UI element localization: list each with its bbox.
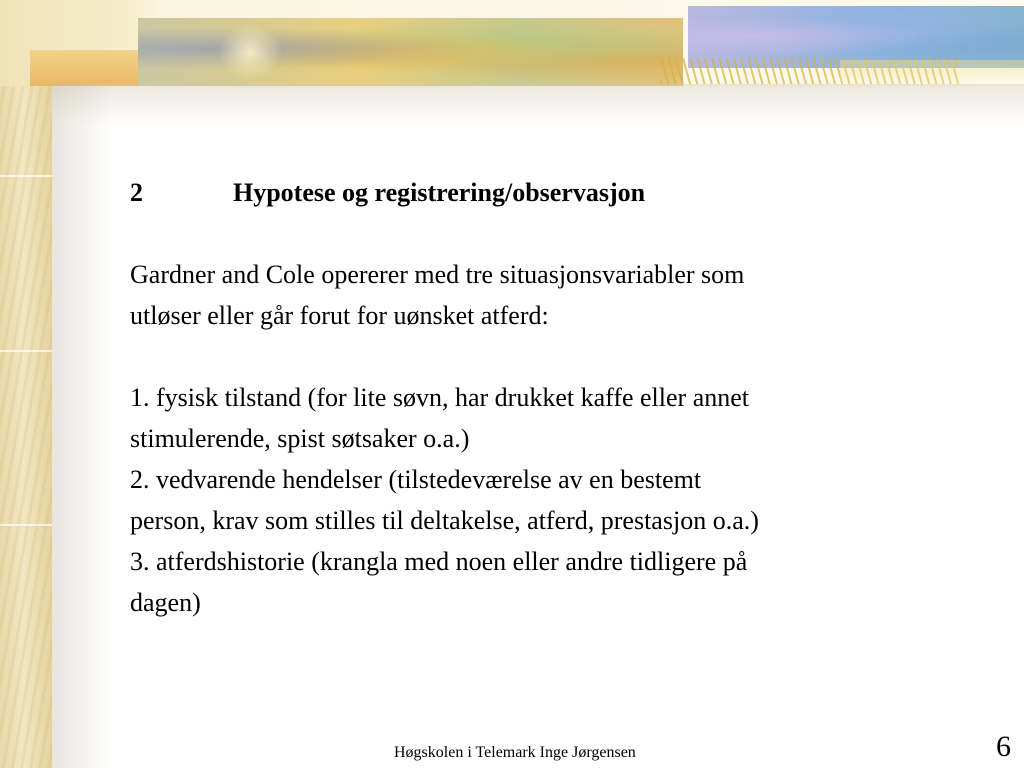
parchment-border	[0, 0, 52, 768]
panel-left-shadow	[52, 84, 112, 768]
page-number: 6	[996, 730, 1011, 763]
spacer	[130, 213, 990, 254]
slide-heading	[130, 172, 990, 213]
footer-text: Høgskolen i Telemark Inge Jørgensen	[394, 744, 636, 761]
heading-title: Hypotese og registrering/observasjon	[233, 178, 646, 207]
intro-line: utløser eller går forut for uønsket atferd:	[130, 301, 549, 330]
list-line: 3. atferdshistorie (krangla med noen eller andre tidligere på	[130, 547, 748, 576]
top-banner	[0, 0, 1024, 86]
variable-list	[130, 377, 990, 623]
border-seam	[0, 175, 52, 177]
border-seam	[0, 350, 52, 352]
list-line: person, krav som stilles til deltakelse, atferd, prestasjon o.a.)	[130, 506, 759, 535]
list-line: 2. vedvarende hendelser (tilstedeværelse av en bestemt	[130, 465, 702, 494]
list-line: 1. fysisk tilstand (for lite søvn, har drukket kaffe eller annet	[130, 383, 750, 412]
border-seam	[0, 524, 52, 526]
spacer	[130, 336, 990, 377]
intro-paragraph	[130, 254, 990, 336]
intro-line: Gardner and Cole opererer med tre situasjonsvariabler som	[130, 260, 745, 289]
list-line: stimulerende, spist søtsaker o.a.)	[130, 424, 470, 453]
heading-number: 2	[130, 178, 143, 207]
grass-graphic-right	[840, 60, 1024, 86]
slide-content	[130, 172, 990, 623]
panel-top-shadow	[52, 84, 1024, 124]
leaf-graphic	[215, 22, 285, 82]
list-line: dagen)	[130, 588, 201, 617]
